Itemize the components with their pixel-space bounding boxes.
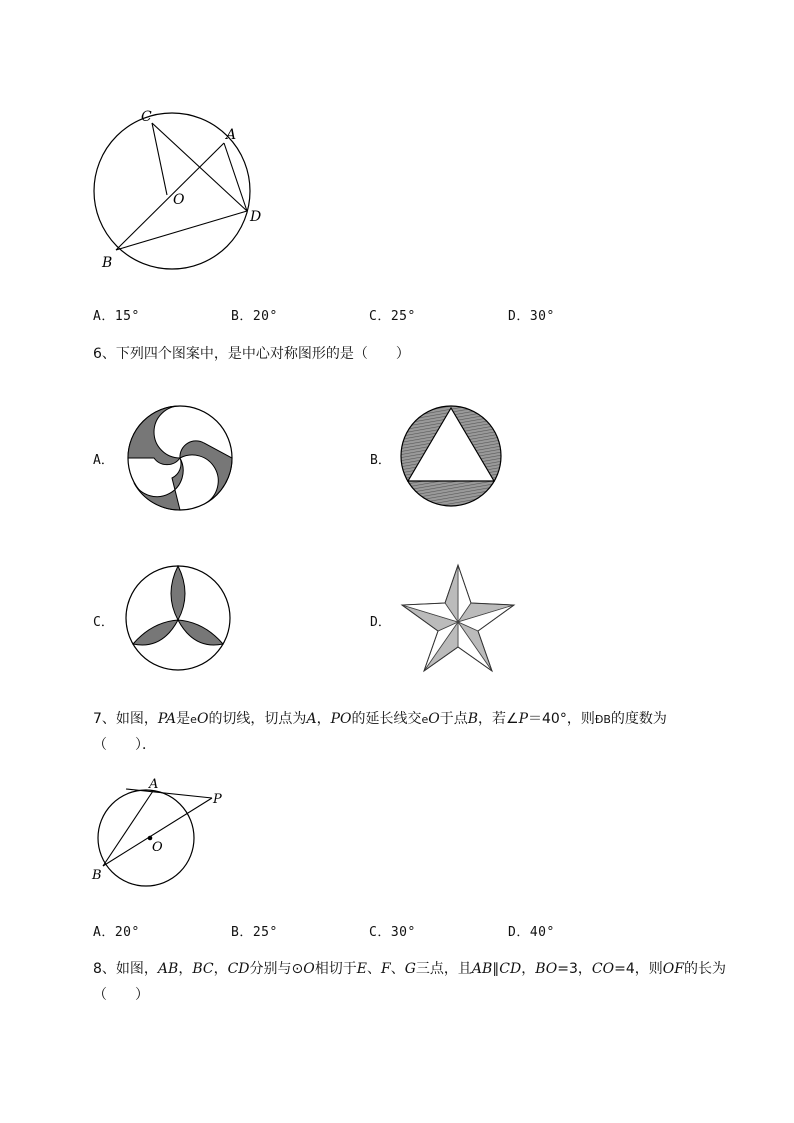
q5-option-b[interactable]: B．20° [231, 309, 278, 324]
q6-label-d[interactable]: D． [370, 615, 391, 630]
q7-option-a[interactable]: A．20° [93, 925, 140, 940]
q5-label-a: A [226, 127, 237, 143]
q7-label-p: P [213, 792, 222, 807]
q6-label-c[interactable]: C． [93, 615, 114, 630]
q6-figure-b[interactable] [398, 403, 504, 509]
q5-line-co [152, 123, 167, 195]
q5-option-c[interactable]: C．25° [369, 309, 416, 324]
q7-label-a: A [149, 777, 159, 792]
q5-label-o: O [173, 192, 185, 208]
q6-label-b[interactable]: B． [370, 453, 391, 468]
q7-line-ba [103, 791, 153, 866]
q8-stem: 8、如图，AB，BC，CD分别与⊙O相切于E、F、G三点，且AB∥CD，BO=3，CO=4，则OF的长为 [93, 961, 726, 977]
q5-option-a[interactable]: A．15° [93, 309, 140, 324]
q7-figure [88, 772, 238, 890]
q7-label-o: O [152, 840, 163, 855]
q5-label-b: B [102, 255, 113, 271]
q5-label-c: C [141, 109, 152, 125]
q6-figure-d[interactable] [400, 563, 516, 675]
q7-tangent [126, 789, 212, 798]
q7-option-b[interactable]: B．25° [231, 925, 278, 940]
q7-option-d[interactable]: D．40° [508, 925, 555, 940]
q7-line-bp [103, 798, 212, 866]
q7-stem: 7、如图，PA是eO的切线，切点为A，PO的延长线交eO于点B，若∠P＝40°，则ÐB的度数为 [93, 711, 667, 727]
q7-label-b: B [92, 868, 102, 883]
q6-figure-a[interactable] [124, 403, 236, 511]
q5-label-d: D [250, 209, 262, 225]
q6-figure-c[interactable] [124, 564, 232, 672]
q7-stem-line2: （ ）． [93, 737, 156, 753]
q5-figure [85, 100, 270, 280]
q6-stem: 6、下列四个图案中，是中心对称图形的是（ ） [93, 346, 410, 362]
q6-label-a[interactable]: A． [93, 453, 114, 468]
q7-option-c[interactable]: C．30° [369, 925, 416, 940]
q8-stem-line2: （ ） [93, 987, 149, 1003]
q5-option-d[interactable]: D．30° [508, 309, 555, 324]
q7-circle [98, 790, 194, 886]
